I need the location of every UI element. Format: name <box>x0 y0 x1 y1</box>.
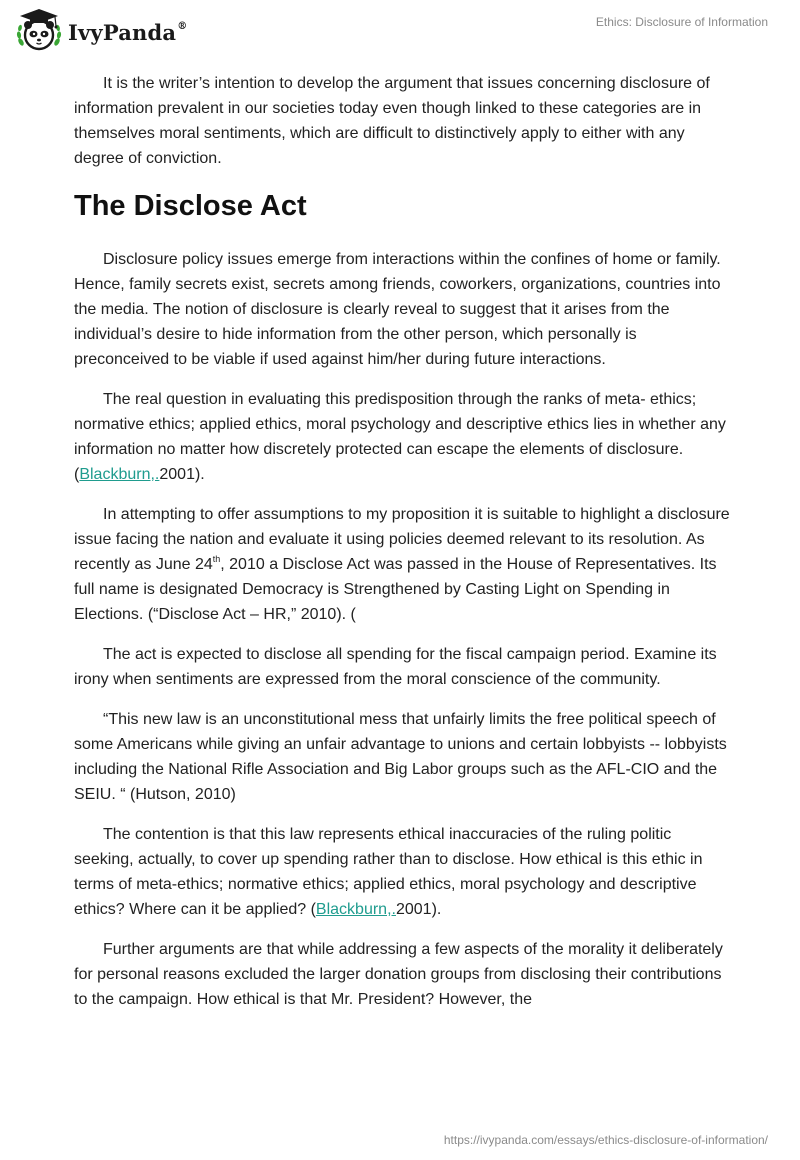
ordinal-suffix: th <box>212 553 221 564</box>
paragraph-2-text: The real question in evaluating this predisposition through the ranks of meta- ethics; normative ethics; applied ethics, moral psychology and descriptive ethics lies in whether any information no matter how discretely protected can escape the elements of disclosure. ( <box>74 391 726 483</box>
paragraph-1: Disclosure policy issues emerge from interactions within the confines of home or family. Hence, family secrets exist, secrets among friends, coworkers, organizations, countries into the media. The notion of disclosure is clearly reveal to suggest that it arises from the individual’s desire to hide information from the other person, which personally is preconceived to be viable if used against him/her during future interactions. <box>74 251 721 368</box>
panda-graduate-icon <box>14 6 64 56</box>
paragraph-6-text: The contention is that this law represents ethical inaccuracies of the ruling politic seeking, actually, to cover up spending rather than to disclose. How ethical is this ethic in terms of meta-ethics; normative ethics; applied ethics, moral psychology and descriptive ethics? Where can it be applied? ( <box>74 826 703 918</box>
page-url: https://ivypanda.com/essays/ethics-disclosure-of-information/ <box>443 1133 768 1147</box>
section-heading: The Disclose Act <box>74 190 307 222</box>
page-header <box>0 0 800 64</box>
citation-link-blackburn[interactable]: Blackburn,. <box>79 466 160 483</box>
citation-link-blackburn-2[interactable]: Blackburn,. <box>315 901 396 918</box>
brand-name: IvyPanda® <box>68 19 188 45</box>
paragraph-7: Further arguments are that while addressing a few aspects of the morality it deliberately for personal reasons excluded the larger donation groups from disclosing their contributions to the campaign. How ethical is that Mr. President? However, the <box>74 941 723 1008</box>
paragraph-3 <box>74 502 734 627</box>
paragraph-6-tail: 2001). <box>395 901 442 918</box>
paragraph-2 <box>74 387 734 487</box>
paragraph-3-text: In attempting to offer assumptions to my proposition it is suitable to highlight a disclosure issue facing the nation and evaluate it using policies deemed relevant to its resolution. As recently as June 24 <box>74 506 730 573</box>
paragraph-4: The act is expected to disclose all spending for the fiscal campaign period. Examine its irony when sentiments are expressed from the moral conscience of the community. <box>74 646 717 688</box>
paragraph-6 <box>74 822 734 922</box>
ivypanda-logo[interactable] <box>14 6 187 56</box>
paragraph-3-tail: , 2010 a Disclose Act was passed in the House of Representatives. Its full name is designated Democracy is Strengthened by Casting Light on Spending in Elections. (“Disclose Act – HR,” 2010). ( <box>74 556 717 623</box>
registered-mark: ® <box>177 20 188 32</box>
document-title: Ethics: Disclosure of Information <box>595 15 768 29</box>
paragraph-intro: It is the writer’s intention to develop the argument that issues concerning disclosure of information prevalent in our societies today even though linked to these categories are in themselves moral sentiments, which are difficult to distinctively apply to either with any degree of conviction. <box>74 75 710 167</box>
paragraph-2-tail: 2001). <box>159 466 205 483</box>
paragraph-5-quote: “This new law is an unconstitutional mess that unfairly limits the free political speech of some Americans while giving an unfair advantage to unions and certain lobbyists -- lobbyists including the National Rifle Association and Big Labor groups such as the AFL-CIO and the SEIU. “ (Hutson, 2010) <box>74 711 727 803</box>
article-body <box>74 71 734 1027</box>
